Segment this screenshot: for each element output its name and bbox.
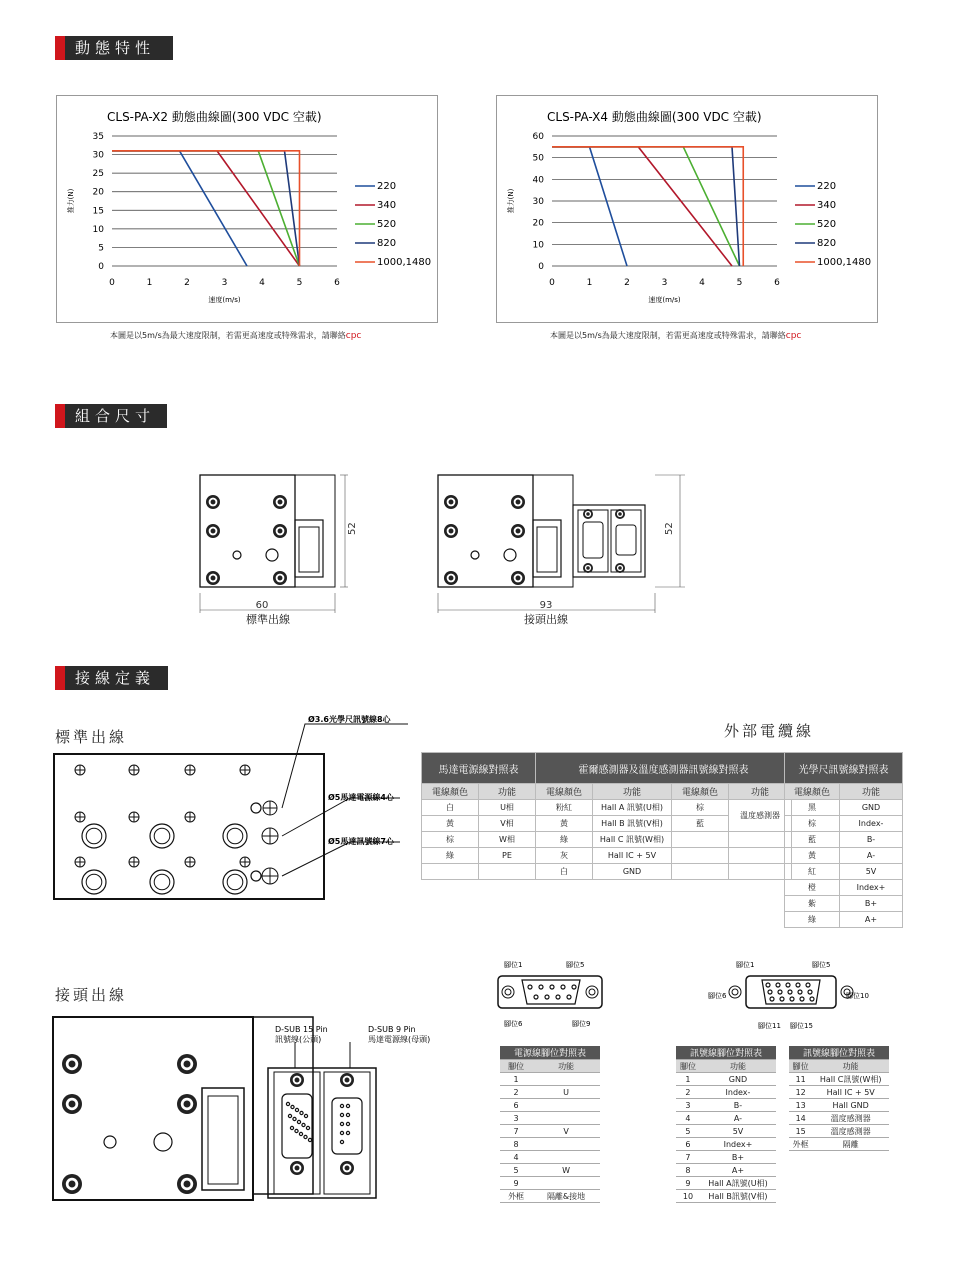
table-cell: 9 <box>676 1177 700 1190</box>
table-cell: 棕 <box>422 832 479 848</box>
signal-pin-title: 訊號線腳位對照表 <box>676 1046 776 1060</box>
table-row <box>789 1086 889 1099</box>
series-line-1000,1480 <box>552 147 743 266</box>
callout-optical: Ø3.6光學尺訊號線8心 <box>308 715 391 724</box>
table-cell: 3 <box>676 1099 700 1112</box>
table-cell: 溫度感測器 <box>812 1125 889 1138</box>
y-tick-label: 60 <box>532 132 544 142</box>
table-cell: 外框 <box>789 1138 812 1151</box>
table-cell: 4 <box>500 1151 532 1164</box>
table-row <box>789 1138 889 1151</box>
conn-label: 接頭出線 <box>524 613 568 626</box>
table-cell: W相 <box>479 832 536 848</box>
optical-table-title: 光學尺訊號線對照表 <box>785 753 903 784</box>
table-cell: 溫度感測器 <box>812 1112 889 1125</box>
table-cell: B- <box>700 1099 776 1112</box>
x-tick-label: 6 <box>334 278 340 288</box>
x-tick-label: 5 <box>296 278 303 288</box>
table-cell: 2 <box>676 1086 700 1099</box>
table-cell: A+ <box>700 1164 776 1177</box>
x-tick-label: 1 <box>586 278 593 288</box>
pin9-label: 腳位5 <box>566 961 585 969</box>
y-tick-label: 0 <box>98 262 104 272</box>
table-row <box>500 1138 600 1151</box>
table-cell: 黃 <box>785 848 840 864</box>
signal-pin-table-1 <box>676 1046 776 1203</box>
pin15-label: 腳位15 <box>790 1022 813 1030</box>
table-cell <box>422 864 479 880</box>
y-tick-label: 50 <box>532 153 544 164</box>
std-label: 標準出線 <box>246 613 290 626</box>
table-cell: 藍 <box>785 832 840 848</box>
table-row <box>676 1190 776 1203</box>
table-cell: 10 <box>676 1190 700 1203</box>
table-cell <box>532 1151 600 1164</box>
table-cell <box>729 864 792 880</box>
table-cell: 15 <box>789 1125 812 1138</box>
table-row <box>785 832 903 848</box>
y-tick-label: 35 <box>92 132 104 142</box>
chart-title: CLS-PA-X2 動態曲線圖(300 VDC 空載) <box>107 110 322 124</box>
x-tick-label: 5 <box>736 278 743 288</box>
table-cell: Hall IC + 5V <box>593 848 672 864</box>
table-row <box>785 816 903 832</box>
table-cell: 5 <box>500 1164 532 1177</box>
table-cell <box>532 1112 600 1125</box>
callout-power: Ø5馬達電源線4心 <box>328 793 394 802</box>
table-row <box>500 1151 600 1164</box>
series-line-1000,1480 <box>112 151 300 266</box>
pin15-label: 腳位11 <box>758 1022 781 1030</box>
col-header: 功能 <box>840 784 903 800</box>
power-pin-title: 電源線腳位對照表 <box>500 1046 600 1060</box>
temp-sensor-cell: 溫度感測器 <box>729 800 792 832</box>
table-cell: 棕 <box>672 800 729 816</box>
y-tick-label: 5 <box>98 243 104 254</box>
std-width-dim: 60 <box>255 600 269 611</box>
table-cell: 12 <box>789 1086 812 1099</box>
series-line-820 <box>112 151 300 266</box>
table-cell <box>479 864 536 880</box>
series-line-520 <box>112 151 300 266</box>
x-tick-label: 3 <box>221 278 228 288</box>
section-header-dynamics: 動態特性 <box>55 36 173 60</box>
y-axis-label: 推力(N) <box>67 188 75 214</box>
dsub9-diagram <box>496 958 606 1030</box>
std-wiring-title: 標準出線 <box>55 728 128 746</box>
legend-label: 820 <box>377 238 397 249</box>
legend-label: 340 <box>377 200 397 211</box>
table-cell <box>532 1099 600 1112</box>
table-cell: 1 <box>676 1073 700 1086</box>
dsub15-label: D-SUB 15 Pin <box>275 1025 328 1034</box>
table-cell <box>532 1073 600 1086</box>
conn-wiring-title: 接頭出線 <box>55 986 128 1004</box>
pin15-label: 腳位10 <box>846 992 869 1000</box>
table-cell: 11 <box>789 1073 812 1086</box>
legend-label: 1000,1480 <box>817 257 872 268</box>
table-cell: 8 <box>676 1164 700 1177</box>
table-cell: GND <box>840 800 903 816</box>
table-cell <box>672 832 729 848</box>
table-cell: 白 <box>536 864 593 880</box>
table-cell: 6 <box>500 1099 532 1112</box>
table-row <box>422 848 792 864</box>
table-row <box>785 864 903 880</box>
table-row <box>500 1073 600 1086</box>
table-cell: 6 <box>676 1138 700 1151</box>
table-cell: Hall GND <box>812 1099 889 1112</box>
chart-note-1: 本圖是以5m/s為最大速度限制，若需更高速度或特殊需求，請聯絡cpc <box>110 331 362 341</box>
table-cell: Index- <box>840 816 903 832</box>
table-row <box>785 880 903 896</box>
std-height-dim: 52 <box>347 522 358 535</box>
table-cell <box>672 864 729 880</box>
table-row <box>789 1112 889 1125</box>
x-tick-label: 4 <box>259 278 265 288</box>
table-cell: B- <box>840 832 903 848</box>
x-axis-label: 速度(m/s) <box>208 296 241 304</box>
motor-table-title: 馬達電源線對照表 <box>422 753 536 784</box>
y-tick-label: 30 <box>92 150 104 161</box>
table-cell: A+ <box>840 912 903 928</box>
col-header: 腳位 <box>789 1060 812 1073</box>
legend-label: 520 <box>377 219 397 230</box>
pin15-label: 腳位5 <box>812 961 831 969</box>
table-row <box>500 1190 600 1203</box>
table-cell: Hall B 訊號(V相) <box>593 816 672 832</box>
pin9-label: 腳位1 <box>504 961 523 969</box>
table-cell: 5V <box>700 1125 776 1138</box>
motor-wire-table <box>421 752 792 880</box>
series-line-220 <box>552 147 627 266</box>
std-outline-drawing <box>200 475 335 587</box>
y-tick-label: 20 <box>532 218 544 229</box>
table-row <box>676 1086 776 1099</box>
y-tick-label: 15 <box>92 206 104 217</box>
y-tick-label: 20 <box>92 187 104 198</box>
table-cell: 隔離&接地 <box>532 1190 600 1203</box>
table-cell: 1 <box>500 1073 532 1086</box>
x-tick-label: 6 <box>774 278 780 288</box>
chart-title: CLS-PA-X4 動態曲線圖(300 VDC 空載) <box>547 110 762 124</box>
conn-outline-drawing <box>438 475 645 587</box>
table-row <box>789 1073 889 1086</box>
table-cell <box>532 1177 600 1190</box>
col-header: 電線顏色 <box>672 784 729 800</box>
table-cell: 橙 <box>785 880 840 896</box>
table-cell: 外框 <box>500 1190 532 1203</box>
chart-x2 <box>57 96 437 322</box>
series-line-520 <box>552 147 740 266</box>
table-cell <box>729 832 792 848</box>
chart-x2-frame <box>56 95 438 323</box>
col-header: 功能 <box>479 784 536 800</box>
table-cell <box>672 848 729 864</box>
table-cell: V相 <box>479 816 536 832</box>
table-cell: 綠 <box>536 832 593 848</box>
table-row <box>500 1177 600 1190</box>
table-row <box>500 1164 600 1177</box>
table-row <box>676 1177 776 1190</box>
table-cell: A- <box>840 848 903 864</box>
table-cell: Hall A訊號(U相) <box>700 1177 776 1190</box>
table-cell: A- <box>700 1112 776 1125</box>
table-cell: B+ <box>700 1151 776 1164</box>
table-cell: 7 <box>500 1125 532 1138</box>
table-cell: 2 <box>500 1086 532 1099</box>
col-header: 電線顏色 <box>536 784 593 800</box>
optical-scale-table <box>784 752 903 928</box>
dsub15-diagram <box>708 958 878 1032</box>
table-row <box>676 1099 776 1112</box>
table-cell: 黃 <box>422 816 479 832</box>
table-cell: 紅 <box>785 864 840 880</box>
table-cell: 白 <box>422 800 479 816</box>
table-row <box>785 848 903 864</box>
legend-label: 1000,1480 <box>377 257 432 268</box>
table-cell: 棕 <box>785 816 840 832</box>
x-tick-label: 4 <box>699 278 705 288</box>
table-cell: W <box>532 1164 600 1177</box>
pin9-label: 腳位6 <box>504 1020 523 1028</box>
table-cell: 8 <box>500 1138 532 1151</box>
std-wiring-drawing <box>50 712 420 904</box>
chart-x4-frame <box>496 95 878 323</box>
y-tick-label: 40 <box>532 175 544 186</box>
x-tick-label: 2 <box>624 278 630 288</box>
table-cell: Hall IC + 5V <box>812 1086 889 1099</box>
table-cell: Index+ <box>840 880 903 896</box>
power-pin-table <box>500 1046 600 1203</box>
col-header: 腳位 <box>676 1060 700 1073</box>
y-tick-label: 25 <box>92 169 104 180</box>
table-cell: GND <box>700 1073 776 1086</box>
legend-label: 520 <box>817 219 837 230</box>
table-row <box>676 1112 776 1125</box>
table-cell: Index+ <box>700 1138 776 1151</box>
table-cell: 綠 <box>422 848 479 864</box>
table-cell <box>729 848 792 864</box>
legend-label: 820 <box>817 238 837 249</box>
signal-pin-table-2 <box>789 1046 889 1151</box>
conn-width-dim: 93 <box>539 600 553 611</box>
table-cell: 4 <box>676 1112 700 1125</box>
table-row <box>500 1099 600 1112</box>
table-cell: Hall B訊號(V相) <box>700 1190 776 1203</box>
table-cell: 13 <box>789 1099 812 1112</box>
col-header: 功能 <box>593 784 672 800</box>
table-row <box>789 1099 889 1112</box>
dsub9-desc: 馬達電源線(母頭) <box>368 1035 431 1044</box>
table-cell: 黑 <box>785 800 840 816</box>
x-tick-label: 0 <box>549 278 555 288</box>
table-cell <box>532 1138 600 1151</box>
legend-label: 220 <box>377 181 397 192</box>
table-cell: 粉紅 <box>536 800 593 816</box>
table-row <box>785 896 903 912</box>
series-line-340 <box>552 147 732 266</box>
conn-height-dim: 52 <box>664 522 675 535</box>
legend-label: 340 <box>817 200 837 211</box>
y-tick-label: 30 <box>532 197 544 207</box>
table-cell: 9 <box>500 1177 532 1190</box>
table-row <box>676 1164 776 1177</box>
col-header: 功能 <box>532 1060 600 1073</box>
table-row <box>676 1138 776 1151</box>
external-cable-title: 外部電纜線 <box>724 722 815 740</box>
table-row <box>422 800 792 816</box>
table-row <box>785 912 903 928</box>
callout-signal: Ø5馬達訊號線7心 <box>328 837 394 846</box>
table-cell: 3 <box>500 1112 532 1125</box>
pin15-label: 腳位6 <box>708 992 727 1000</box>
table-cell: 7 <box>676 1151 700 1164</box>
legend-label: 220 <box>817 181 837 192</box>
hall-table-title: 霍爾感測器及溫度感測器訊號線對照表 <box>536 753 792 784</box>
col-header: 腳位 <box>500 1060 532 1073</box>
table-row <box>500 1112 600 1125</box>
table-cell: B+ <box>840 896 903 912</box>
chart-note-2: 本圖是以5m/s為最大速度限制，若需更高速度或特殊需求，請聯絡cpc <box>550 331 802 341</box>
pin15-label: 腳位1 <box>736 961 755 969</box>
y-tick-label: 10 <box>92 224 104 235</box>
table-cell: U <box>532 1086 600 1099</box>
series-line-340 <box>112 151 300 266</box>
table-row <box>422 864 792 880</box>
x-tick-label: 0 <box>109 278 115 288</box>
table-cell: Hall A 訊號(U相) <box>593 800 672 816</box>
y-tick-label: 0 <box>538 262 544 272</box>
table-cell: Hall C 訊號(W相) <box>593 832 672 848</box>
table-cell: 藍 <box>672 816 729 832</box>
chart-x4 <box>497 96 877 322</box>
table-row <box>676 1151 776 1164</box>
table-cell: 隔離 <box>812 1138 889 1151</box>
table-row <box>422 832 792 848</box>
pin9-label: 腳位9 <box>572 1020 591 1028</box>
table-cell: 5 <box>676 1125 700 1138</box>
table-row <box>789 1125 889 1138</box>
table-cell: 灰 <box>536 848 593 864</box>
col-header: 功能 <box>812 1060 889 1073</box>
x-tick-label: 1 <box>146 278 153 288</box>
table-cell: 紫 <box>785 896 840 912</box>
dsub9-label: D-SUB 9 Pin <box>368 1025 416 1034</box>
dimension-drawings <box>190 465 710 630</box>
col-header: 功能 <box>700 1060 776 1073</box>
table-cell: Hall C訊號(W相) <box>812 1073 889 1086</box>
table-cell: V <box>532 1125 600 1138</box>
col-header: 電線顏色 <box>785 784 840 800</box>
table-row <box>785 800 903 816</box>
conn-wiring-drawing <box>50 1012 450 1204</box>
col-header: 電線顏色 <box>422 784 479 800</box>
series-line-220 <box>112 151 247 266</box>
table-cell: 5V <box>840 864 903 880</box>
x-tick-label: 2 <box>184 278 190 288</box>
table-cell: Index- <box>700 1086 776 1099</box>
table-cell: U相 <box>479 800 536 816</box>
table-cell: GND <box>593 864 672 880</box>
col-header: 功能 <box>729 784 792 800</box>
section-header-wiring: 接線定義 <box>55 666 168 690</box>
table-row <box>676 1125 776 1138</box>
table-cell: PE <box>479 848 536 864</box>
table-row <box>676 1073 776 1086</box>
table-row <box>500 1125 600 1138</box>
table-row <box>500 1086 600 1099</box>
y-axis-label: 推力(N) <box>507 188 515 214</box>
table-cell: 14 <box>789 1112 812 1125</box>
signal-pin-title: 訊號線腳位對照表 <box>789 1046 889 1060</box>
section-header-dimensions: 組合尺寸 <box>55 404 167 428</box>
table-cell: 黃 <box>536 816 593 832</box>
dsub15-desc: 訊號線(公頭) <box>275 1035 322 1044</box>
x-tick-label: 3 <box>661 278 668 288</box>
table-cell: 綠 <box>785 912 840 928</box>
x-axis-label: 速度(m/s) <box>648 296 681 304</box>
y-tick-label: 10 <box>532 240 544 251</box>
